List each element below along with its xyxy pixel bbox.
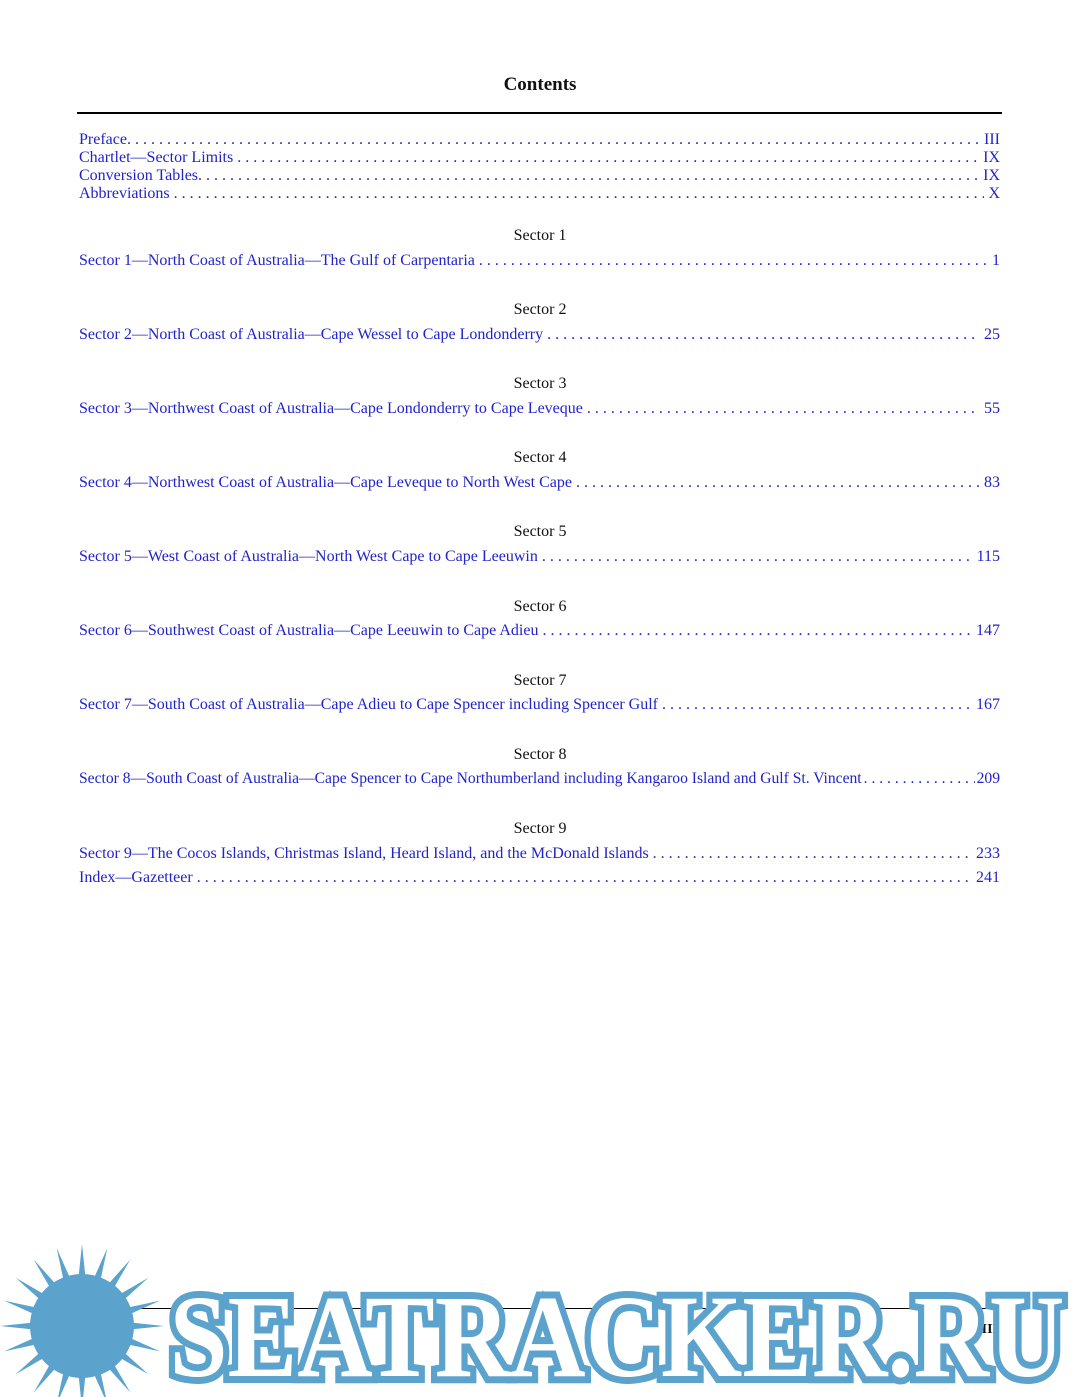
sector-heading: Sector 5 (513, 523, 567, 540)
toc-entry-label: Sector 3—Northwest Coast of Australia—Cape Londonderry to Cape Leveque (79, 400, 583, 417)
sector-heading: Sector 4 (513, 449, 567, 466)
toc-entry-sector-8[interactable] (79, 770, 1000, 790)
dot-leader (587, 400, 980, 418)
dot-leader (542, 622, 972, 640)
dot-leader (237, 149, 979, 167)
toc-entry-sector-9[interactable] (79, 845, 1000, 865)
sun-burst-icon (0, 1238, 165, 1397)
footer-page-number: XIII (971, 1322, 998, 1337)
toc-entry-index[interactable] (79, 869, 1000, 889)
toc-entry-label: Sector 5—West Coast of Australia—North West Cape to Cape Leeuwin (79, 548, 538, 565)
dot-leader (479, 252, 988, 270)
toc-entry-label: Sector 6—Southwest Coast of Australia—Cape Leeuwin to Cape Adieu (79, 622, 539, 639)
sector-heading: Sector 8 (513, 746, 567, 763)
toc-entry-page: IX (983, 167, 1000, 184)
toc-entry-conversion-tables[interactable] (79, 167, 1000, 187)
toc-entry-label: Preface. (79, 131, 131, 148)
toc-entry-page: 1 (992, 252, 1000, 269)
dot-leader (576, 474, 980, 492)
dot-leader (547, 326, 980, 344)
toc-entry-page: IX (983, 149, 1000, 166)
toc-entry-page: 55 (984, 400, 1000, 417)
toc-entry-sector-3[interactable] (79, 400, 1000, 420)
toc-entry-page: 83 (984, 474, 1000, 491)
toc-entry-page: 209 (976, 770, 1000, 787)
toc-entry-page: 147 (976, 622, 1000, 639)
sector-heading: Sector 1 (513, 227, 567, 244)
toc-entry-label: Sector 9—The Cocos Islands, Christmas Island, Heard Island, and the McDonald Islands (79, 845, 649, 862)
dot-leader (174, 185, 985, 203)
toc-entry-sector-2[interactable] (79, 326, 1000, 346)
toc-entry-label: Sector 8—South Coast of Australia—Cape Spencer to Cape Northumberland including Kangaroo Island and Gulf St. Vincent (79, 770, 862, 787)
dot-leader (206, 167, 979, 185)
sector-heading: Sector 7 (513, 672, 567, 689)
svg-text:SEATRACKER.RU: SEATRACKER.RU (169, 1271, 1065, 1396)
dot-leader (542, 548, 973, 566)
toc-entry-page: 233 (976, 845, 1000, 862)
toc-entry-preface[interactable] (79, 131, 1000, 151)
toc-entry-sector-7[interactable] (79, 696, 1000, 716)
sector-heading: Sector 9 (513, 820, 567, 837)
sector-heading: Sector 6 (513, 598, 567, 615)
toc-entry-label: Conversion Tables. (79, 167, 203, 184)
toc-entry-label: Index—Gazetteer (79, 869, 193, 886)
toc-entry-label: Sector 4—Northwest Coast of Australia—Cape Leveque to North West Cape (79, 474, 572, 491)
toc-entry-page: 115 (976, 548, 1000, 565)
toc-entry-page: 167 (976, 696, 1000, 713)
sector-heading: Sector 3 (513, 375, 567, 392)
watermark-text (165, 1256, 1070, 1396)
toc-entry-label: Chartlet—Sector Limits (79, 149, 234, 166)
toc-entry-label: Sector 7—South Coast of Australia—Cape Adieu to Cape Spencer including Spencer Gulf (79, 696, 658, 713)
toc-entry-page: III (984, 131, 1000, 148)
dot-leader (135, 131, 980, 149)
title-rule (77, 112, 1002, 114)
toc-entry-page: 25 (984, 326, 1000, 343)
dot-leader (662, 696, 972, 714)
toc-entry-sector-5[interactable] (79, 548, 1000, 568)
toc-entry-sector-4[interactable] (79, 474, 1000, 494)
toc-entry-sector-6[interactable] (79, 622, 1000, 642)
toc-entry-label: Sector 2—North Coast of Australia—Cape Wessel to Cape Londonderry (79, 326, 544, 343)
toc-entry-page: 241 (976, 869, 1000, 886)
toc-entry-label: Abbreviations (79, 185, 170, 202)
dot-leader (197, 869, 972, 887)
toc-entry-sector-1[interactable] (79, 252, 1000, 272)
toc-entry-page: X (988, 185, 1000, 202)
page-title: Contents (503, 74, 577, 95)
toc-entry-chartlet[interactable] (79, 149, 1000, 169)
sector-heading: Sector 2 (513, 301, 567, 318)
dot-leader (864, 770, 975, 788)
toc-entry-abbreviations[interactable] (79, 185, 1000, 205)
toc-entry-label: Sector 1—North Coast of Australia—The Gulf of Carpentaria (79, 252, 475, 269)
dot-leader (653, 845, 972, 863)
